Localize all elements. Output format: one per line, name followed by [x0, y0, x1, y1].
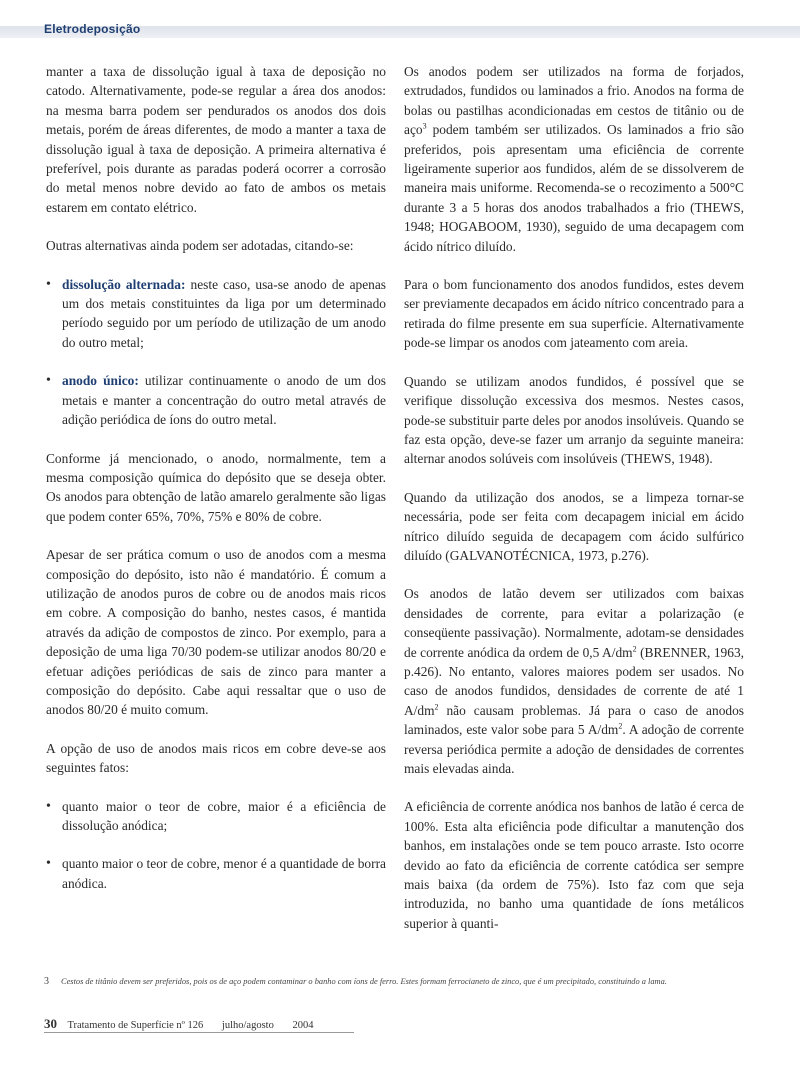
list-item: [46, 275, 386, 353]
list-item: • quanto maior o teor de cobre, menor é a quantidade de borra anódica.: [46, 854, 386, 893]
footnote: [44, 976, 754, 987]
text-run: Os anodos de latão devem ser utilizados com baixas densidades de corrente, para evitar a polarização (e conseqüente passivação). Normalmente, adotam-se densidades de corrente anódica da ordem de 0,5 A/dm: [404, 586, 744, 660]
bullet-term: dissolução alternada:: [62, 276, 186, 292]
paragraph: A eficiência de corrente anódica nos banhos de latão é cerca de 100%. Esta alta eficiência pode dificultar a manutenção dos banhos, em instalações onde se tem pouco arraste. Isto ocorre devido ao fato da eficiência de corrente catódica ser sempre mais baixa (da ordem de 75%). Isto faz com que seja introduzida, no banho uma quantidade de íons metálicos superior à quanti-: [404, 799, 744, 931]
page-number: 30: [44, 1016, 57, 1031]
bullet-text: neste caso, usa-se anodo de apenas um dos metais constituintes da liga por um determinado período seguido por um período de utilização de um anodo do outro metal;: [62, 276, 386, 350]
superscript: 2: [618, 721, 623, 731]
paragraph: Apesar de ser prática comum o uso de anodos com a mesma composição do depósito, isto não é mandatório. É comum a utilização de anodos puros de cobre ou de anodos mais ricos em cobre. A composição do banho, nestes casos, é mantida através da adição de compostos de zinco. Por exemplo, para a deposição de uma liga 70/30 podem-se utilizar anodos 80/20 e efetuar adições periódicas de sais de zinco para manter a composição do depósito. Cabe aqui ressaltar que o uso de anodos 80/20 é muito comum.: [46, 547, 386, 718]
issue-date: julho/agosto: [221, 1020, 274, 1031]
paragraph: Quando se utilizam anodos fundidos, é possível que se verifique dissolução excessiva dos mesmos. Nestes casos, pode-se substituir parte deles por anodos insolúveis. Quando se faz esta opção, deve-se fazer um arranjo da seguinte maneira: alternar anodos solúveis com insolúveis (THEWS, 1948).: [404, 373, 744, 467]
paragraph: Outras alternativas ainda podem ser adotadas, citando-se:: [46, 238, 354, 254]
paragraph: Quando da utilização dos anodos, se a limpeza tornar-se necessária, pode ser feita com decapagem inicial em ácido nítrico diluído seguida de decapagem com ácido sulfúrico diluído (GALVANOTÉCNICA, 1973, p.276).: [404, 489, 744, 563]
paragraph: manter a taxa de dissolução igual à taxa de deposição no catodo. Alternativamente, pode-se regular a área dos anodos: na mesma barra podem ser pendurados os anodos dos dois metais, porém de áreas diferentes, de modo a manter a taxa de dissolução igual à taxa de deposição. A primeira alternativa é preferível, pois durante as paradas poderá ocorrer a corrosão do metal menos nobre devido ao fato de ambos os metais estarem em contato elétrico.: [46, 64, 386, 215]
text-run: (BRENNER, 1963, p.426). No entanto, valores maiores podem ser usados. No caso de anodos fundidos, densidades de corrente de até 1 A/dm: [404, 644, 744, 718]
footnote-text: Cestos de titânio devem ser preferidos, pois os de aço podem contaminar o banho com íons de ferro. Estes formam ferrocianeto de zinco, que é um precipitado, constituindo a lama.: [61, 977, 667, 986]
paragraph: Para o bom funcionamento dos anodos fundidos, estes devem ser previamente decapados em ácido nítrico concentrado para a retirada do filme presente em sua superfície. Alternativamente pode-se limpar os anodos com jateamento com areia.: [404, 277, 744, 351]
page-footer: [44, 1016, 313, 1032]
text-run: Os anodos podem ser utilizados na forma de forjados, extrudados, fundidos ou laminados a frio. Anodos na forma de bolas ou pastilhas acondicionadas em cestos de titânio ou de aço: [404, 64, 744, 138]
paragraph: [404, 62, 744, 256]
bullet-term: anodo único:: [62, 373, 139, 389]
superscript: 2: [434, 702, 439, 712]
left-column: [46, 62, 386, 912]
paragraph: [404, 584, 744, 778]
text-run: não causam problemas. Já para o caso de anodos laminados, este valor sobe para 5 A/dm: [404, 702, 744, 738]
text-run: podem também ser utilizados. Os laminados a frio são preferidos, pois apresentam uma eficiência de corrente ligeiramente superior aos fundidos, além de se dissolverem de maneira mais uniforme. Recomenda-se o recozimento a 500°C durante 3 a 5 horas dos anodos trabalhados a frio (THEWS, 1948; HOGABOOM, 1930), seguido de uma decapagem com ácido nítrico diluído.: [404, 122, 744, 254]
list-item: [46, 371, 386, 429]
superscript: 2: [632, 644, 637, 654]
running-header: Eletrodeposição: [44, 22, 141, 36]
footnote-mark: 3: [44, 976, 49, 987]
footer-divider: [44, 1032, 354, 1033]
paragraph: Conforme já mencionado, o anodo, normalmente, tem a mesma composição química do depósito que se deseja obter. Os anodos para obtenção de latão amarelo geralmente são ligas que podem conter 65%, 70%, 75% e 80% de cobre.: [46, 450, 386, 524]
text-run: . A adoção de corrente reversa periódica permite a adoção de densidades de correntes mais elevadas ainda.: [404, 722, 744, 776]
issue-year: 2004: [292, 1020, 314, 1031]
journal-name: Tratamento de Superfície nº 126: [67, 1020, 204, 1031]
footnote-ref[interactable]: 3: [422, 121, 427, 131]
list-item: • quanto maior o teor de cobre, maior é a eficiência de dissolução anódica;: [46, 797, 386, 836]
paragraph: A opção de uso de anodos mais ricos em cobre deve-se aos seguintes fatos:: [46, 740, 386, 776]
bullet-text: utilizar continuamente o anodo de um dos metais e manter a concentração do outro metal através de adição periódica de íons do outro metal.: [62, 373, 386, 428]
right-column: [404, 62, 744, 952]
